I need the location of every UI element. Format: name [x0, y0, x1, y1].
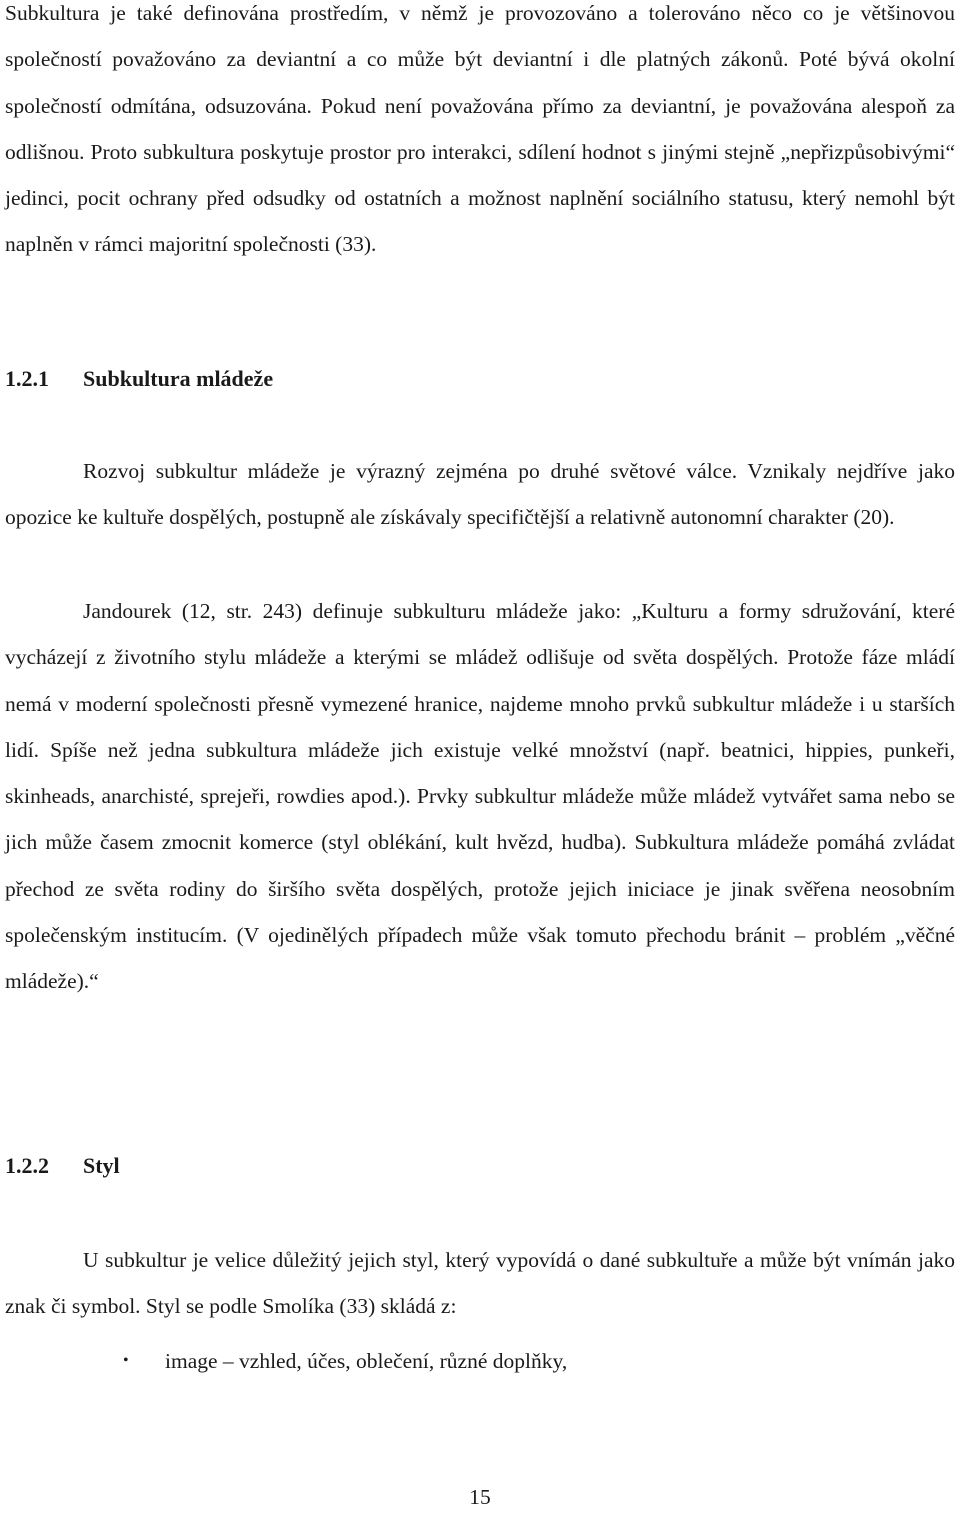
- section-title: Subkultura mládeže: [83, 366, 274, 391]
- section-heading-style: [5, 1153, 120, 1179]
- bullet-icon: •: [123, 1352, 129, 1369]
- list-item-text: image – vzhled, účes, oblečení, různé doplňky,: [165, 1349, 568, 1373]
- paragraph-youth-subculture-development: Rozvoj subkultur mládeže je výrazný zejména po druhé světové válce. Vznikaly nejdříve jako opozice ke kultuře dospělých, postupně ale získávaly specifičtější a relativně autonomní charakter (20).: [5, 459, 955, 530]
- page-number: 15: [469, 1485, 491, 1509]
- style-components-list: [5, 1338, 955, 1384]
- section-title: Styl: [83, 1153, 120, 1178]
- paragraph-subculture-definition: Subkultura je také definována prostředím, v němž je provozováno a tolerováno něco co je většinovou společností považováno za deviantní a co může být deviantní i dle platných zákonů. Poté bývá okolní společností odmítána, odsuzována. Pokud není považována přímo za deviantní, je považována alespoň za odlišnou. Proto subkultura poskytuje prostor pro interakci, sdílení hodnot s jinými stejně „nepřizpůsobivými“ jedinci, pocit ochrany před odsudky od ostatních a možnost naplnění sociálního statusu, který nemohl být naplněn v rámci majoritní společnosti (33).: [5, 1, 955, 257]
- section-heading-youth-subculture: [5, 366, 273, 392]
- section-number: 1.2.1: [5, 366, 49, 391]
- paragraph-style-intro: U subkultur je velice důležitý jejich styl, který vypovídá o dané subkultuře a může být vnímán jako znak či symbol. Styl se podle Smolíka (33) skládá z:: [5, 1248, 955, 1319]
- section-number: 1.2.2: [5, 1153, 49, 1178]
- paragraph-jandourek-definition: Jandourek (12, str. 243) definuje subkulturu mládeže jako: „Kulturu a formy sdružování, které vycházejí z životního stylu mládeže a kterými se mládež odlišuje od světa dospělých. Protože fáze mládí nemá v moderní společnosti přesně vymezené hranice, najdeme mnoho prvků subkultur mládeže i u starších lidí. Spíše než jedna subkultura mládeže jich existuje velké množství (např. beatnici, hippies, punkeři, skinheads, anarchisté, sprejeři, rowdies apod.). Prvky subkultur mládeže může mládež vytvářet sama nebo se jich může časem zmocnit komerce (styl oblékání, kult hvězd, hudba). Subkultura mládeže pomáhá zvládat přechod ze světa rodiny do širšího světa dospělých, protože jejich iniciace je jinak svěřena neosobním společenským institucím. (V ojedinělých případech může však tomuto přechodu bránit – problém „věčné mládeže).“: [5, 599, 955, 994]
- list-item: [5, 1338, 955, 1384]
